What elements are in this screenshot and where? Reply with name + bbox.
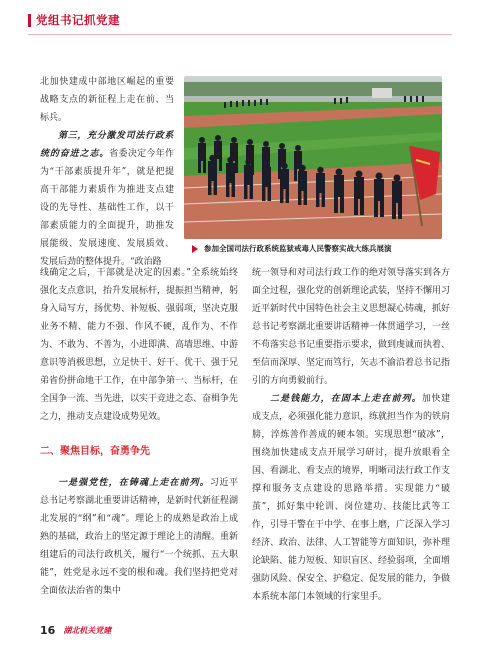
paragraph-body: 省委决定今年作为“干部素质提升年”，就是把提高干部能力素质作为推进支点建设的先导性、基础性工作，以干部素质能力的全面提升，助推发展能级、发展速度、发展质效、发展后劲的整体提升。“政治路 bbox=[40, 149, 174, 267]
right-column bbox=[252, 264, 450, 606]
paragraph bbox=[252, 390, 450, 606]
left-column-bottom bbox=[40, 264, 238, 600]
page-number: 16 bbox=[40, 624, 56, 637]
left-column-top bbox=[40, 73, 174, 271]
header-rule bbox=[28, 34, 452, 35]
page-header bbox=[28, 10, 120, 30]
paragraph bbox=[40, 474, 238, 600]
publication-name: 湖北机关党建 bbox=[63, 625, 112, 635]
paragraph: 线确定之后，干部就是决定的因素。”全系统始终强化支点意识，抬升发展标杆，提振担当精神，躬身入局写方，扬优势、补短板、强弱项，坚决克服业务不精、能力不强、作风不硬，乱作为、不作为、不敢为、不善为，小进即满、高墙思维、中游意识等消极思想，立足快干、好干、优干、强于兄弟省份拼命地干工作，在中部争第一、当标杆，在全国争一流、当先进，以实干竞进之态、奋楫争先之力，推动支点建设成势见效。 bbox=[40, 268, 239, 422]
header-accent-bar bbox=[28, 14, 31, 27]
photo-caption-text: 参加全国司法行政系统监狱戒毒人民警察实战大练兵展演 bbox=[204, 244, 392, 253]
paragraph: 统一领导和对司法行政工作的绝对领导落实到各方面全过程，强化党的创新理论武装，坚持不懈用习近平新时代中国特色社会主义思想凝心铸魂，抓好总书记考察湖北重要讲话精神一体贯通学习，一丝不苟落实总书记重要指示要求，做到虔诚而执着、至信而深厚、坚定而笃行，矢志不渝沿着总书记指引的方向勇毅前行。 bbox=[252, 268, 451, 386]
paragraph-lead: 第三，充分激发司法行政系统的奋进之志。 bbox=[40, 131, 174, 159]
paragraph-body: 习近平总书记考察湖北重要讲话精神，是新时代新征程湖北发展的“纲”和“魂”。理论上的成熟是政治上成熟的基础，政治上的坚定源于理论上的清醒。重新组建后的司法行政机关，履行“一个统抓、五大职能”，姓党是永远不变的根和魂。我们坚持把党对全面依法治省的集中 bbox=[40, 478, 239, 596]
paragraph-lead: 二是钱能力，在固本上走在前列。 bbox=[270, 394, 422, 404]
paragraph: 北加快建成中部地区崛起的重要战略支点的新征程上走在前、当标兵。 bbox=[40, 77, 174, 123]
paragraph bbox=[40, 127, 174, 271]
caption-triangle-icon bbox=[192, 245, 198, 253]
paragraph-lead: 一是强党性，在铸魂上走在前列。 bbox=[58, 478, 210, 488]
header-title: 党组书记抓党建 bbox=[36, 13, 120, 27]
section-heading: 二、聚焦目标，奋勇争先 bbox=[40, 446, 150, 457]
photo-caption bbox=[192, 243, 450, 255]
page-footer bbox=[40, 624, 111, 637]
parade-photo-illustration bbox=[184, 76, 442, 239]
paragraph-body: 加快建成支点，必须强化能力意识，练就担当作为的铁肩膀，淬炼善作善成的硬本领。实现思想“破冰”，围绕加快建成支点开展学习研讨，提升放眼看全国、看湖北、看支点的境界，明晰司法行政工作支撑和服务支点建设的思路举措。实现能力“破茧”，抓好集中轮训、岗位建功、技能比武等工作，引导干警在干中学、在事上磨，广泛深入学习经济、政治、法律、人工智能等方面知识，弥补理论缺陷、能力短板、知识盲区、经验弱项，全面增强防风险、保安全、护稳定、促发展的能力，争做本系统本部门本领域的行家里手。 bbox=[252, 394, 451, 602]
parade-photo bbox=[184, 76, 442, 239]
